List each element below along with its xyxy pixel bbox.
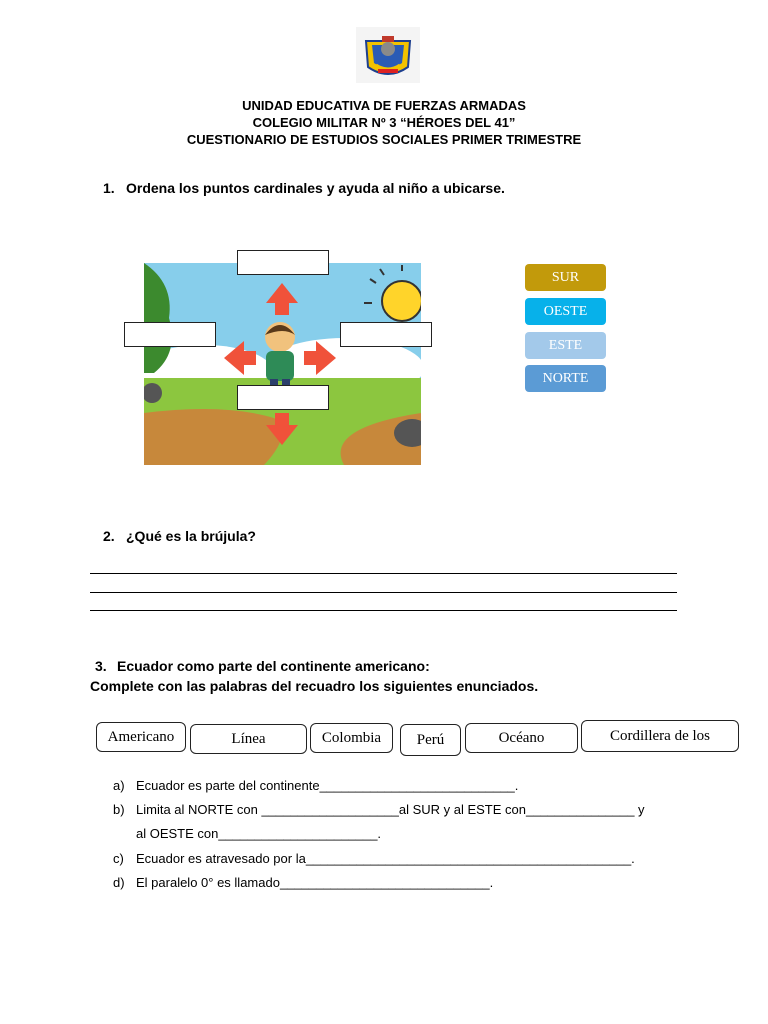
option-pill-norte[interactable]: NORTE xyxy=(525,365,606,392)
school-name: UNIDAD EDUCATIVA DE FUERZAS ARMADAS xyxy=(242,98,526,113)
question-3-subtitle: Complete con las palabras del recuadro los siguientes enunciados. xyxy=(90,678,539,694)
answer-box-south[interactable] xyxy=(237,385,329,410)
statement-label: c) xyxy=(113,851,124,866)
college-name: COLEGIO MILITAR Nº 3 “HÉROES DEL 41” xyxy=(252,115,516,130)
statement-label: b) xyxy=(113,802,125,817)
answer-line-2[interactable] xyxy=(90,592,677,593)
question-1-text: Ordena los puntos cardinales y ayuda al niño a ubicarse. xyxy=(126,180,505,196)
school-crest-logo xyxy=(356,27,420,83)
statement-text: Ecuador es parte del continente___________________________. xyxy=(136,778,519,793)
statement-text: El paralelo 0° es llamado_____________________________. xyxy=(136,875,494,890)
statement-text: Limita al NORTE con ___________________al SUR y al ESTE con_______________ y xyxy=(136,802,645,817)
word-box-linea: Línea xyxy=(190,724,307,754)
questionnaire-title: CUESTIONARIO DE ESTUDIOS SOCIALES PRIMER TRIMESTRE xyxy=(186,132,582,147)
answer-line-3[interactable] xyxy=(90,610,677,611)
option-pill-oeste[interactable]: OESTE xyxy=(525,298,606,325)
cardinal-points-illustration xyxy=(144,263,421,465)
option-pill-sur[interactable]: SUR xyxy=(525,264,606,291)
question-2-text: ¿Qué es la brújula? xyxy=(126,528,256,544)
answer-box-west[interactable] xyxy=(124,322,216,347)
question-1-number: 1. xyxy=(103,180,115,196)
statement-label: a) xyxy=(113,778,125,793)
statement-label: d) xyxy=(113,875,125,890)
word-box-colombia: Colombia xyxy=(310,723,393,753)
answer-box-north[interactable] xyxy=(237,250,329,275)
question-2-number: 2. xyxy=(103,528,115,544)
question-3-title: Ecuador como parte del continente americano: xyxy=(117,658,430,674)
answer-box-east[interactable] xyxy=(340,322,432,347)
statement-text: al OESTE con______________________. xyxy=(136,826,382,841)
word-box-cordillera: Cordillera de los xyxy=(581,720,739,752)
question-3-number: 3. xyxy=(95,658,107,674)
option-pill-este[interactable]: ESTE xyxy=(525,332,606,359)
word-box-peru: Perú xyxy=(400,724,461,756)
word-box-americano: Americano xyxy=(96,722,186,752)
word-box-oceano: Océano xyxy=(465,723,578,753)
answer-line-1[interactable] xyxy=(90,573,677,574)
statement-text: Ecuador es atravesado por la_____________________________________________. xyxy=(136,851,635,866)
